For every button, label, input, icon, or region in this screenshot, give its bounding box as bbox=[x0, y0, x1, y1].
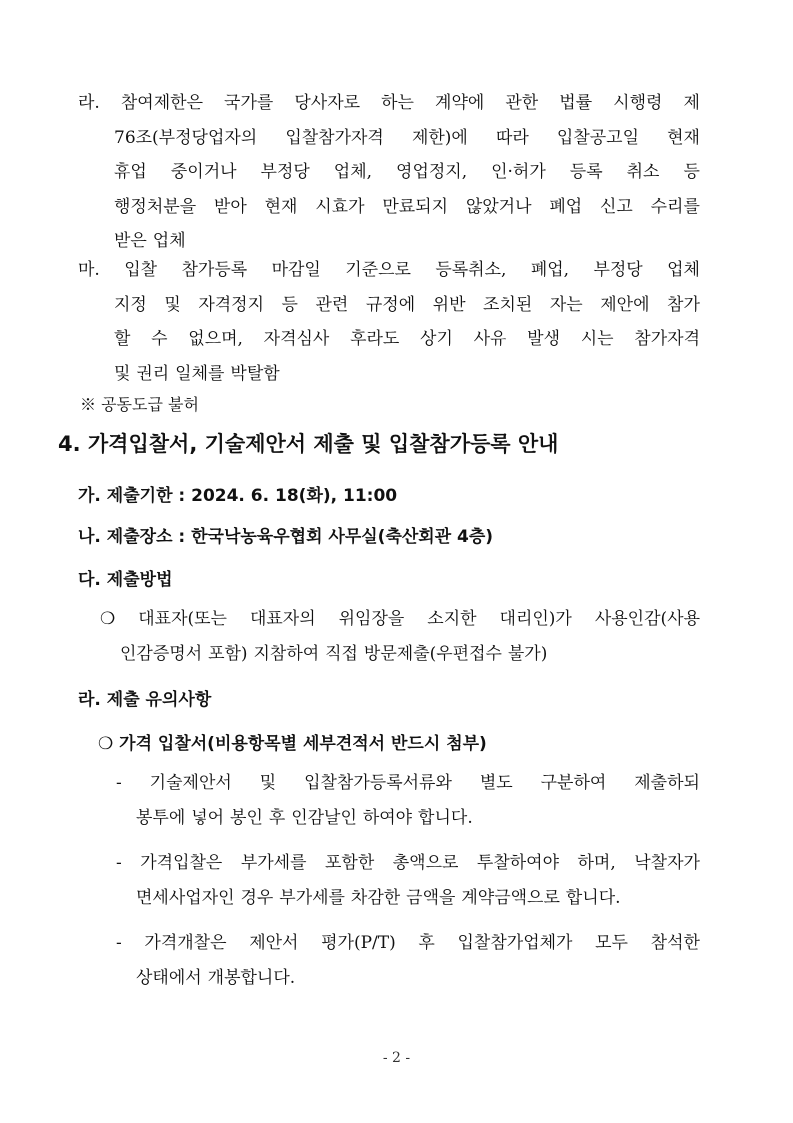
word: 권리 bbox=[136, 363, 170, 384]
word: 업체 bbox=[152, 231, 186, 251]
item-la-precautions: 라. 제출 유의사항 bbox=[78, 690, 212, 710]
word: 포함) bbox=[208, 643, 248, 664]
word: 기술제안서 bbox=[149, 773, 232, 793]
word: 라. bbox=[78, 93, 100, 113]
dash-item-total-with-vat bbox=[116, 846, 700, 915]
word: 않았거나 bbox=[465, 196, 532, 217]
word: 위임장을 bbox=[338, 609, 405, 629]
word: 참석한 bbox=[650, 933, 700, 953]
word: 기준으로 bbox=[345, 260, 411, 280]
word: 입찰 bbox=[124, 260, 158, 280]
word: ❍ bbox=[100, 609, 116, 629]
word: 참여제한은 bbox=[120, 93, 203, 113]
word: 제출하되 bbox=[634, 773, 700, 793]
item-da-method: 다. 제출방법 bbox=[78, 570, 173, 590]
word: 참가자격 bbox=[634, 329, 700, 349]
word: 폐업 bbox=[549, 196, 583, 217]
text-line bbox=[136, 961, 700, 996]
word: 자격정지 bbox=[198, 294, 265, 315]
text-line bbox=[114, 357, 700, 392]
word: 휴업 bbox=[114, 162, 147, 182]
word: 중이거나 bbox=[170, 162, 237, 182]
word: 개봉합니다. bbox=[207, 967, 296, 988]
word: 수리를 bbox=[650, 196, 700, 217]
text-line bbox=[114, 288, 700, 323]
word: 박탈함 bbox=[230, 363, 280, 384]
word: 자격심사 bbox=[263, 329, 330, 349]
word: 취소 bbox=[626, 162, 660, 182]
text-line bbox=[136, 801, 700, 836]
word: 사용인감(사용 bbox=[594, 609, 700, 629]
text-line bbox=[78, 86, 700, 121]
text-line bbox=[116, 846, 700, 881]
word: 부가세를 bbox=[279, 887, 345, 908]
dash-item-sealed-envelope bbox=[116, 766, 700, 835]
dash-item-bid-opening bbox=[116, 926, 700, 995]
word: 영업정지, bbox=[396, 162, 468, 182]
word: 가격개찰은 bbox=[144, 933, 227, 953]
text-line bbox=[136, 881, 700, 916]
word: 만료되지 bbox=[382, 196, 449, 217]
word: 하는 bbox=[381, 93, 414, 113]
word: 제한)에 bbox=[411, 127, 468, 148]
word: 평가(P/T) bbox=[321, 933, 396, 953]
item-ga-deadline: 가. 제출기한 : 2024. 6. 18(화), 11:00 bbox=[78, 486, 398, 506]
word: 등 bbox=[281, 294, 298, 315]
word: 총액으로 bbox=[392, 853, 459, 873]
word: 합니다. bbox=[418, 807, 473, 828]
word: 직접 bbox=[325, 643, 358, 664]
word: 하여야 bbox=[362, 807, 413, 828]
word: - bbox=[116, 853, 122, 873]
word: 인·허가 bbox=[491, 162, 546, 182]
word: 및 bbox=[164, 294, 181, 315]
word: 금액을 bbox=[406, 887, 456, 908]
word: 등 bbox=[683, 162, 700, 182]
word: 하며, bbox=[577, 853, 616, 873]
word: 방문제출(우편접수 bbox=[363, 643, 502, 664]
text-line bbox=[114, 121, 700, 156]
word: 소지한 bbox=[427, 609, 477, 629]
word: 시는 bbox=[580, 329, 614, 349]
word: 제 bbox=[683, 93, 700, 113]
word: 마감일 bbox=[271, 260, 321, 280]
word: 발생 bbox=[527, 329, 561, 349]
word: 후라도 bbox=[350, 329, 400, 349]
word: 제안서 bbox=[249, 933, 299, 953]
word: 별도 bbox=[479, 773, 513, 793]
word: 입찰참가업체가 bbox=[457, 933, 573, 953]
word: - bbox=[116, 773, 122, 793]
word: 가격입찰은 bbox=[140, 853, 223, 873]
item-ra-participation-restriction bbox=[78, 86, 700, 259]
word: 행정처분을 bbox=[114, 196, 197, 217]
word: 할 bbox=[114, 329, 131, 349]
word: 투찰하여야 bbox=[476, 853, 560, 873]
word: 대표자의 bbox=[249, 609, 316, 629]
word: 현재 bbox=[667, 127, 700, 148]
word: 참가 bbox=[667, 294, 700, 315]
text-line bbox=[78, 253, 700, 288]
word: 넣어 bbox=[191, 807, 225, 828]
word: 봉인 bbox=[230, 807, 263, 828]
da-bullet-visit-submission bbox=[100, 602, 700, 671]
word: 면세사업자인 bbox=[136, 887, 235, 908]
word: 모두 bbox=[595, 933, 628, 953]
word: 지정 bbox=[114, 294, 147, 315]
word: 부정당 bbox=[260, 162, 310, 182]
word: 후 bbox=[268, 807, 286, 828]
text-line bbox=[100, 602, 700, 637]
item-na-location: 나. 제출장소 : 한국낙농육우협회 사무실(축산회관 4층) bbox=[78, 527, 494, 547]
word: 및 bbox=[259, 773, 277, 793]
word: 국가를 bbox=[224, 93, 274, 113]
word: 및 bbox=[114, 363, 131, 384]
word: 위반 bbox=[432, 294, 466, 315]
word: 따라 bbox=[495, 127, 529, 148]
word: 입찰참가자격 bbox=[285, 127, 384, 148]
word: 차감한 bbox=[350, 887, 401, 908]
text-line bbox=[114, 190, 700, 225]
word: 입찰참가등록서류와 bbox=[304, 773, 452, 793]
joint-contract-note: ※ 공동도급 불허 bbox=[80, 395, 199, 414]
text-line bbox=[120, 637, 700, 672]
word: 관련 bbox=[315, 294, 349, 315]
text-line bbox=[116, 766, 700, 801]
word: 관한 bbox=[505, 93, 539, 113]
word: 계약금액으로 bbox=[461, 887, 560, 908]
word: 폐업, bbox=[530, 260, 570, 280]
word: 마. bbox=[78, 260, 100, 280]
word: 76조(부정당업자의 bbox=[114, 127, 258, 148]
word: 수 bbox=[151, 329, 168, 349]
text-line bbox=[114, 322, 700, 357]
word: - bbox=[116, 933, 122, 953]
word: 참가등록 bbox=[181, 260, 248, 280]
word: 당사자로 bbox=[294, 93, 361, 113]
word: 법률 bbox=[559, 93, 593, 113]
word: 조치된 bbox=[483, 294, 533, 315]
word: 현재 bbox=[264, 196, 298, 217]
word: 등록취소, bbox=[435, 260, 507, 280]
word: 인감날인 bbox=[291, 807, 357, 828]
word: 받아 bbox=[213, 196, 247, 217]
word: 없으며, bbox=[188, 329, 243, 349]
text-line bbox=[114, 155, 700, 190]
word: 받은 bbox=[114, 231, 147, 251]
word: 제안에 bbox=[600, 294, 650, 315]
word: 신고 bbox=[599, 196, 633, 217]
word: 사유 bbox=[473, 329, 507, 349]
text-line bbox=[116, 926, 700, 961]
word: 규정에 bbox=[365, 294, 416, 315]
word: 포함한 bbox=[324, 853, 375, 873]
word: 봉투에 bbox=[136, 807, 186, 828]
word: 업체, bbox=[333, 162, 373, 182]
word: 부정당 bbox=[593, 260, 643, 280]
word: 시효가 bbox=[315, 196, 365, 217]
word: 대리인)가 bbox=[499, 609, 572, 629]
word: 상태에서 bbox=[136, 967, 202, 988]
item-ma-registration-cancellation bbox=[78, 253, 700, 391]
word: 인감증명서 bbox=[120, 643, 203, 664]
section-4-heading: 4. 가격입찰서, 기술제안서 제출 및 입찰참가등록 안내 bbox=[58, 432, 559, 456]
word: 구분하여 bbox=[540, 773, 607, 793]
word: 계약에 bbox=[435, 93, 485, 113]
word: 불가) bbox=[507, 643, 548, 664]
word: 후 bbox=[418, 933, 435, 953]
word: 부가세를 bbox=[240, 853, 307, 873]
word: 낙찰자가 bbox=[634, 853, 700, 873]
word: 시행령 bbox=[613, 93, 663, 113]
word: 입찰공고일 bbox=[556, 127, 640, 148]
page-number: - 2 - bbox=[382, 1050, 411, 1066]
word: 지참하여 bbox=[253, 643, 320, 664]
word: 경우 bbox=[240, 887, 274, 908]
word: 합니다. bbox=[565, 887, 621, 908]
la-bullet-price-bid: ❍ 가격 입찰서(비용항목별 세부견적서 반드시 첨부) bbox=[98, 734, 487, 754]
word: 등록 bbox=[569, 162, 603, 182]
word: 상기 bbox=[420, 329, 453, 349]
word: 업체 bbox=[667, 260, 700, 280]
word: 자는 bbox=[549, 294, 583, 315]
word: 일체를 bbox=[175, 363, 225, 384]
word: 대표자(또는 bbox=[138, 609, 227, 629]
